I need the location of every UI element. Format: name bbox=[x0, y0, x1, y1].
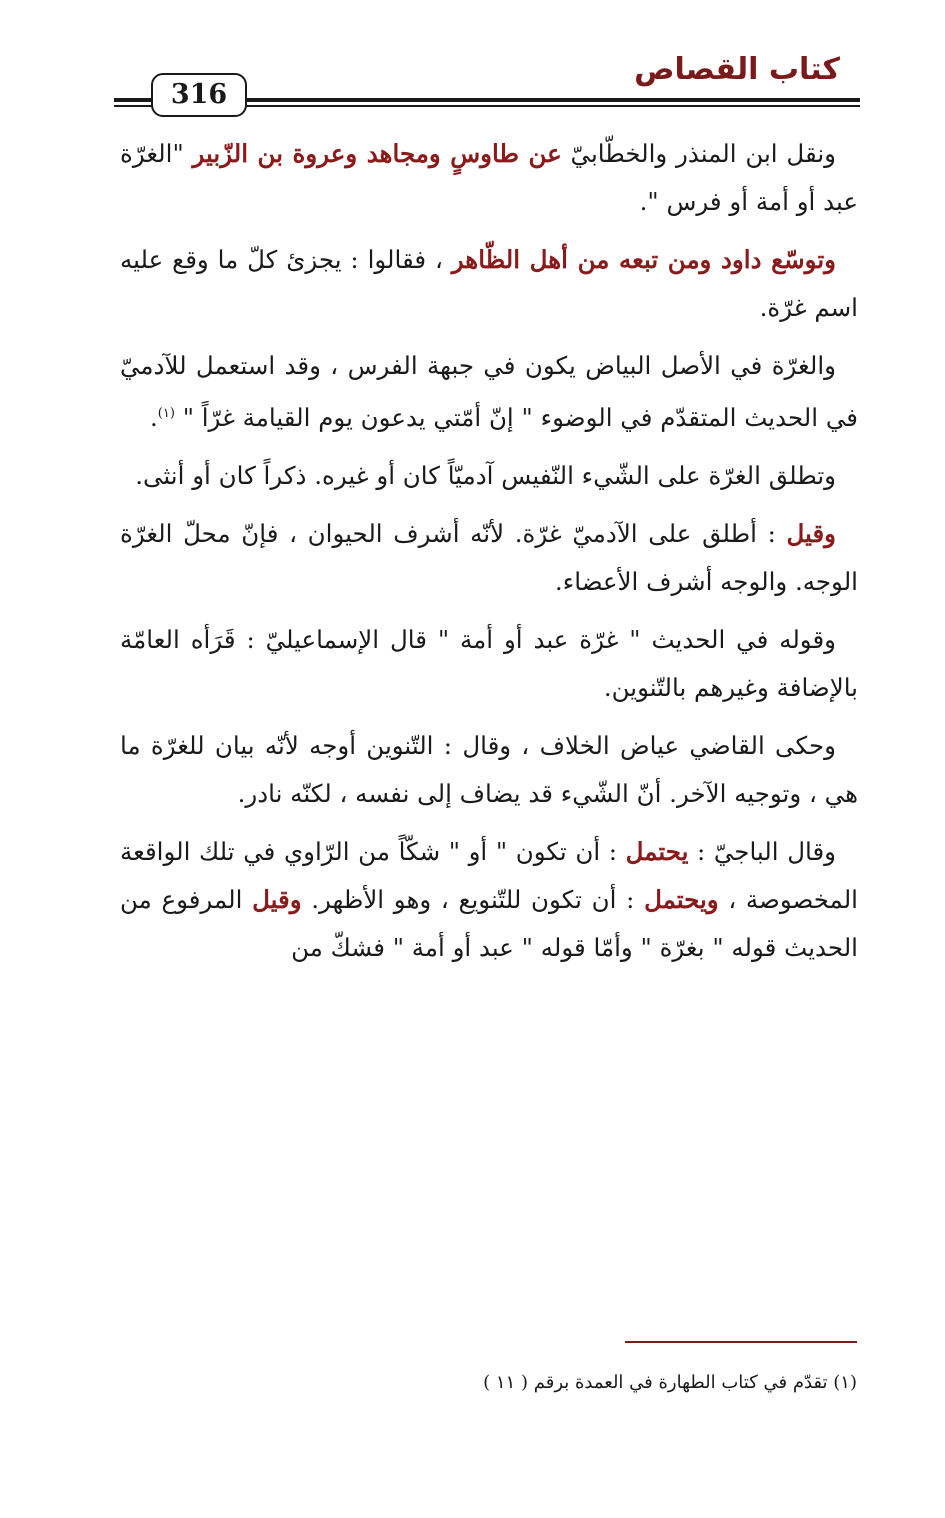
text-run: والغرّة في الأصل البياض يكون في جبهة الفرس ، وقد استعمل للآدميّ في الحديث المتقدّم في الوضوء " إنّ أمّتي يدعون يوم القيامة غرّاً " bbox=[120, 351, 858, 433]
text-run: وقوله في الحديث " غرّة عبد أو أمة " قال الإسماعيليّ : قَرَأه العامّة بالإضافة وغيرهم بالتّنوين. bbox=[120, 625, 858, 703]
text-run: وحكى القاضي عياض الخلاف ، وقال : التّنوين أوجه لأنّه بيان للغرّة ما هي ، وتوجيه الآخر. أنّ الشّيء قد يضاف إلى نفسه ، لكنّه نادر. bbox=[120, 731, 858, 809]
highlighted-text: ويحتمل bbox=[644, 885, 719, 915]
text-run: ونقل ابن المنذر والخطّابيّ bbox=[561, 139, 836, 168]
text-run: "الغرّة عبد أو أمة أو فرس ". bbox=[120, 139, 858, 216]
paragraph bbox=[120, 130, 858, 226]
book-title: كتاب القصاص bbox=[634, 52, 840, 87]
highlighted-text: وتوسّع داود ومن تبعه من أهل الظّاهر bbox=[451, 245, 836, 274]
highlighted-text: وقيل bbox=[786, 519, 836, 549]
page-number: 316 bbox=[170, 79, 228, 110]
paragraph bbox=[120, 722, 858, 818]
paragraph bbox=[120, 452, 858, 500]
text-run: المرفوع من الحديث قوله " بغرّة " وأمّا قوله " عبد أو أمة " فشكّ من bbox=[120, 885, 858, 963]
highlighted-text: عن طاوسٍ ومجاهد وعروة بن الزّبير bbox=[192, 139, 562, 168]
footnote-separator bbox=[625, 1341, 857, 1343]
text-run: وقال الباجيّ : bbox=[688, 837, 836, 867]
highlighted-text: وقيل bbox=[252, 885, 302, 915]
text-run: : أن تكون " أو " شكّاً من الرّاوي في تلك الواقعة المخصوصة ، bbox=[120, 837, 858, 915]
paragraph bbox=[120, 616, 858, 712]
footnote-marker: (١) bbox=[157, 406, 175, 421]
text-run: ، فقالوا : يجزئ كلّ ما وقع عليه اسم غرّة. bbox=[120, 245, 858, 322]
paragraph bbox=[120, 828, 858, 972]
highlighted-text: يحتمل bbox=[625, 837, 689, 867]
text-run: : أن تكون للتّنويع ، وهو الأظهر. bbox=[301, 885, 645, 915]
page-body bbox=[120, 130, 858, 982]
paragraph bbox=[120, 342, 858, 442]
paragraph bbox=[120, 236, 858, 332]
text-run: وتطلق الغرّة على الشّيء النّفيس آدميّاً كان أو غيره. ذكراً كان أو أنثى. bbox=[135, 461, 836, 491]
text-run: : أطلق على الآدميّ غرّة. لأنّه أشرف الحيوان ، فإنّ محلّ الغرّة الوجه. والوجه أشرف الأعضاء. bbox=[120, 519, 858, 597]
paragraph bbox=[120, 510, 858, 606]
page-number-box bbox=[151, 73, 247, 117]
text-run: . bbox=[149, 403, 158, 433]
footnote: (١) تقدّم في كتاب الطهارة في العمدة برقم ( ١١ ) bbox=[483, 1372, 857, 1393]
page-header bbox=[0, 0, 945, 120]
